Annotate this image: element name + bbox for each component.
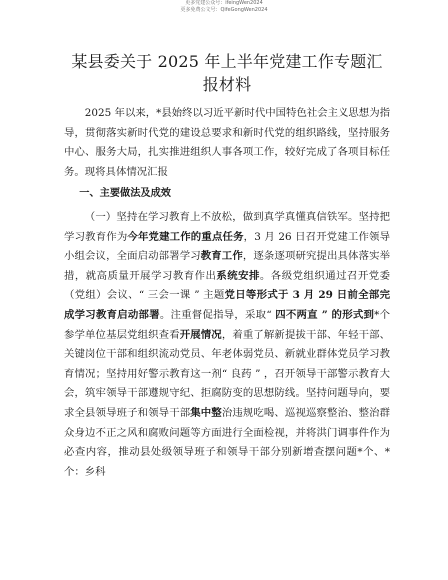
- text-run: （一）坚持在学习教育上不放松，做到真学真懂真信铁军。坚持把学习教育作为: [64, 210, 390, 243]
- document-title: 某县委关于 2025 年上半年党建工作专题汇报材料: [71, 52, 383, 94]
- bold-run: 教育工作: [200, 250, 243, 263]
- text-run: ，逐条逐项研究提出具体落实举措，就高质量开展学习教育作出: [64, 250, 391, 282]
- document-page: [64, 24, 390, 482]
- watermark-line-1: 更多党建公众号：ifeingWen2024: [185, 0, 263, 6]
- section-heading-1: 一、主要做法及成效: [79, 188, 171, 200]
- text-run: 治违规吃喝、巡视巡察整治、整治群众身边不正之风和腐败问题等方面进行全面检视，并将洪门调事件作为必查内容，推动县处级领导班子和领导干部分别新增查摆问题*个、*个：乡科: [64, 406, 391, 478]
- text-run: ，着重了解新提拔干部、年轻干部、关键岗位干部和组织流动党员、年老体弱党员、新就业群体党员学习教育情况；坚持用好警示教育这一剂“ 良药 ” ，召开领导干部警示教育大会，筑牢领导干部遵规守纪、拒腐防变的思想防线。坚持问题导向，要求全县领导班子和领导干部: [64, 328, 391, 419]
- intro-paragraph: 2025 年以来，*县始终以习近平新时代中国特色社会主义思想为指导，贯彻落实新时代党的建设总要求和新时代党的组织路线，坚持服务中心、服务大局，扎实推进组织人事各项工作，较好完成了各项目标任务。现将具体情况汇报: [64, 107, 390, 178]
- text-run: ，3 月 26 日召开党建工作领导小组会议，全面启动部署学习: [64, 230, 390, 263]
- text-run: 。各级党组织通过召开党委（党组）会议、“ 三会一课 ” 主题: [64, 269, 391, 302]
- bold-run: 今年党建工作的重点任务: [127, 230, 244, 243]
- bold-run: 开展情况: [179, 328, 222, 341]
- text-run: *个参学单位基层党组织查看: [64, 308, 390, 341]
- bold-run: 四不两直 ” 的形式到: [275, 308, 375, 321]
- text-run: 。注重督促指导，采取“: [159, 308, 276, 321]
- bold-run: 集中整: [190, 406, 222, 419]
- paragraph-study-education: [64, 208, 390, 482]
- watermark-line-2: 更多免费公文号：QifeGongWen2024: [180, 7, 268, 13]
- bold-run: 党日等形式于 3 月 29 日前全部完成学习教育启动部署: [64, 289, 390, 321]
- bold-run: 系统安排: [216, 269, 260, 282]
